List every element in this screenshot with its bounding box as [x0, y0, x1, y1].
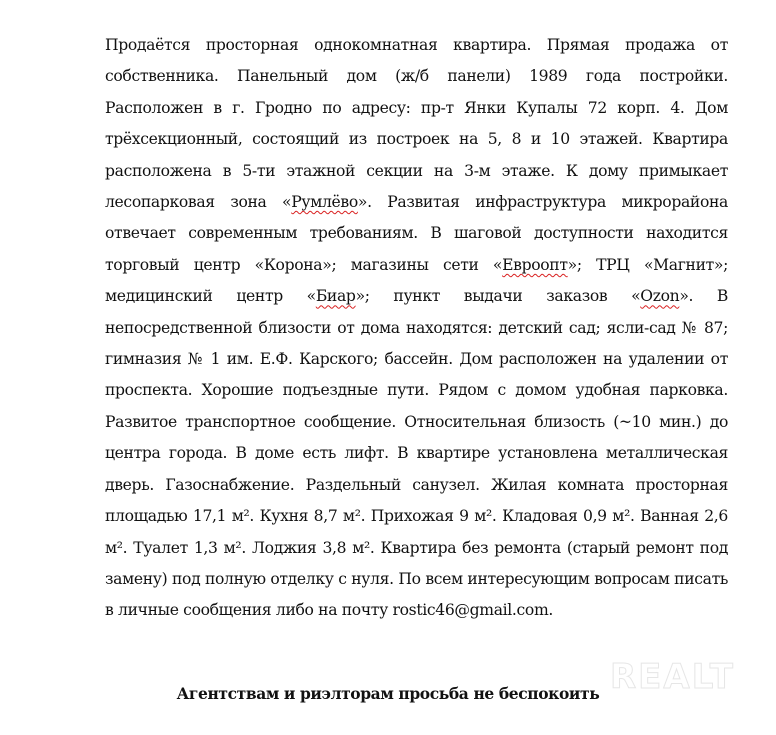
- misspelled-word[interactable]: Биар: [315, 287, 356, 306]
- listing-description: [105, 30, 728, 627]
- misspelled-word[interactable]: Евроопт: [502, 255, 568, 274]
- document-page: [105, 30, 728, 627]
- text-segment: Продаётся просторная однокомнатная квартира. Прямая продажа от собственника. Панельный дом (ж/б панели) 1989 года постройки. Расположен в г. Гродно по адресу: пр-т Янки Купалы 72 корп. 4. Дом трёхсекционный, состоящий из построек на 5, 8 и 10 этажей. Квартира расположена в 5-ти этажной секции на 3-м этаже. К дому примыкает лесопарковая зона «: [105, 36, 728, 212]
- agents-notice: Агентствам и риэлторам просьба не беспокоить: [176, 684, 600, 703]
- text-segment: »; пункт выдачи заказов «: [355, 287, 641, 306]
- misspelled-word[interactable]: Румлёво: [291, 193, 358, 212]
- misspelled-word[interactable]: Ozon: [640, 287, 680, 306]
- text-segment: ». Развитая инфраструктура микрорайона отвечает современным требованиям. В шаговой доступности находится торговый центр «Корона»; магазины сети «: [105, 193, 728, 274]
- realt-watermark-logo: REALT: [610, 657, 735, 697]
- text-segment: ». В непосредственной близости от дома находятся: детский сад; ясли-сад № 87; гимназия № 1 им. Е.Ф. Карского; бассейн. Дом расположен на удалении от проспекта. Хорошие подъездные пути. Рядом с домом удобная парковка. Развитое транспортное сообщение. Относительная близость (~10 мин.) до центра города. В доме есть лифт. В квартире установлена металлическая дверь. Газоснабжение. Раздельный санузел. Жилая комната просторная площадью 17,1 м². Кухня 8,7 м². Прихожая 9 м². Кладовая 0,9 м². Ванная 2,6 м². Туалет 1,3 м². Лоджия 3,8 м². Квартира без ремонта (старый ремонт под замену) под полную отделку с нуля. По всем интересующим вопросам писать в личные сообщения либо на почту rostic46@gmail.com.: [105, 287, 728, 620]
- text-segment: »; ТРЦ «Магнит»; медицинский центр «: [105, 255, 728, 306]
